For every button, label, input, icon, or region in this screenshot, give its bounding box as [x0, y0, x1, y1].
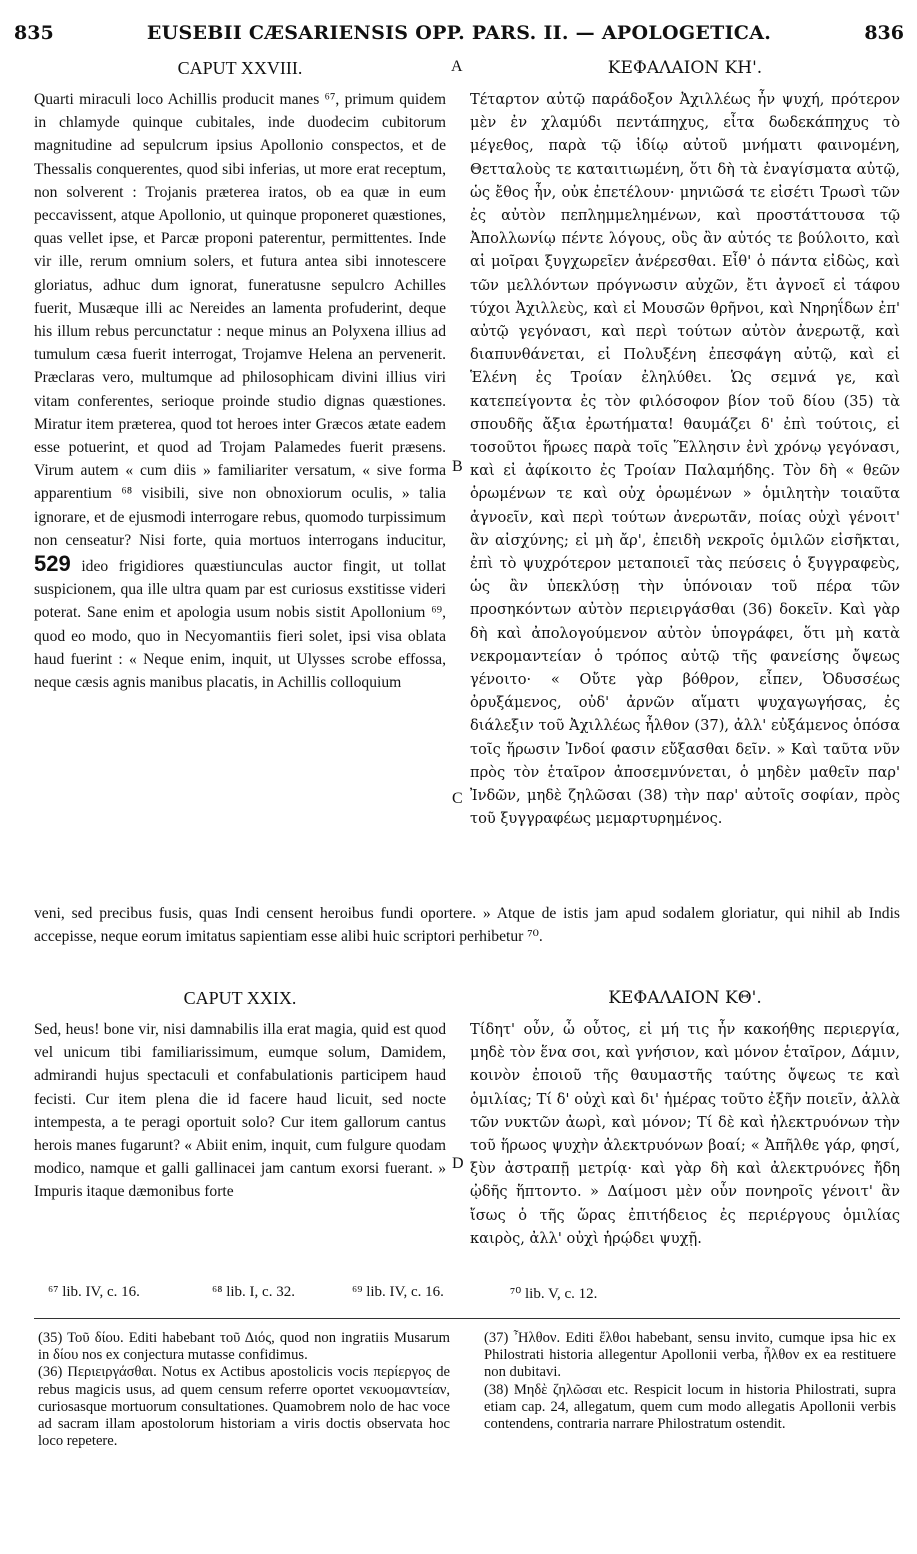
latin-chapter-heading-28: CAPUT XXVIII.	[177, 58, 303, 78]
footnote-70: ⁷⁰ lib. V, c. 12.	[510, 1286, 598, 1302]
margin-marker-a: A	[451, 58, 463, 75]
latin-column-28	[34, 88, 446, 900]
margin-marker-b: B	[452, 458, 463, 475]
margin-page-number-529: 529	[34, 551, 71, 577]
latin-text-28-part2: ideo frigidiores quæstiunculas auctor fingit, ut tollat suspicionem, qua ille ultra quam par est curiosus exstitisse videri poterat. Sane enim et apologia usum nobis sistit Apollonium ⁶⁹, quod eo modo, quo in Necyomantiis fieri solet, ipsi visa oblata haud fuerint : « Neque enim, inquit, ut Ulysses scrobe effossa, neque cæsis agnis manibus placatis, in Achillis colloquium	[34, 558, 446, 692]
latin-chapter-heading-29: CAPUT XXIX.	[183, 988, 297, 1008]
note-35: (35) Τοῦ δίου. Editi habebant τοῦ Διός, quod non ingratiis Musarum in δίου nos ex conjectura mutasse confidimus.	[38, 1330, 450, 1364]
latin-text-29: Sed, heus! bone vir, nisi damnabilis illa erat magia, quid est quod vel unicum tibi familiarissimum, eumque solum, Damidem, admirandi hujus spectaculi et confabulationis participem haud fecisti. Cur item plena die id facere haud licuit, sed nocte intempesta, a te peragi oportuit solo? Cur item gallorum cantus herois manes fugarunt? « Abiit enim, inquit, cum fulgure quodam modico, namque et galli gallinacei jam cantum exorsi fuerant. » Impuris itaque dæmonibus forte	[34, 1021, 446, 1201]
margin-marker-d: D	[452, 1155, 464, 1172]
footnote-69: ⁶⁹ lib. IV, c. 16.	[352, 1284, 444, 1300]
note-37: (37) Ἦλθον. Editi ἔλθοι habebant, sensu invito, cumque ipsa hic ex Philostrati historia allegentur Apollonii verba, ἦλθον ex ea restituere non dubitavi.	[484, 1330, 896, 1381]
footnote-68: ⁶⁸ lib. I, c. 32.	[212, 1284, 295, 1300]
latin-text-28-part1: Quarti miraculi loco Achillis producit manes ⁶⁷, primum quidem in chlamyde quinque cubitales, inde duodecim cubitorum magnitudine ad sepulcrum ipsius Apollonio conspectos, et de Thessalis conquerentes, quod sibi inferias, ut more erat receptum, non solverent : Trojanis præterea iratos, ob ea quæ in eum peccavissent, atque Apollonio, ut quinque proponeret quæstiones, quas vellet ipse, et Parcæ proponi paterentur, permittentes. Inde vir ille, rerum omnium solers, et futura antea sibi innotescere gloriatus, adhuc dum ignorat, funeratusne sepulcro Achilles fuerit, Musæque illi ac Nereides an lamenta profuderint, deque his illum rebus percunctatur : neque minus an Polyxena illius ad tumulum cæsa fuerit interrogat, Trojamve Helena an pervenerit. Præclaras vero, multumque ad philosophicam divini illius viri vitam conferentes, serioque proinde studio dignas quæstiones. Miratur item præterea, quod tot heroes inter Græcos ætate eadem esse potuerint, et quod ad Trojam Palamedes fuerit præsens. Virum autem « cum diis » familiariter versatum, « sive forma apparentium ⁶⁸ visibili, sive non obnoxiorum oculis, » talia ignorare, et de ejusmodi interrogare rebus, quomodo turpissimum non censeatur? Nisi forte, quia mortuos interrogans inducitur,	[34, 91, 446, 549]
latin-continuation-text: veni, sed precibus fusis, quas Indi censent heroibus fundi oportere. » Atque de istis jam apud sodalem gloriatur, qui nihil ab Indis accepisse, neque eorum imitatus sapientiam esse alibi huic scriptori perhibetur ⁷⁰.	[34, 905, 900, 946]
greek-chapter-heading-28: ΚΕΦΑΛΑΙΟΝ ΚΗ'.	[607, 58, 763, 78]
latin-continuation-28	[34, 902, 900, 974]
margin-marker-c: C	[452, 790, 463, 807]
footnote-67: ⁶⁷ lib. IV, c. 16.	[48, 1284, 140, 1300]
greek-column-28	[470, 88, 900, 900]
notes-right-column	[484, 1330, 896, 1530]
notes-left-column	[38, 1330, 450, 1530]
running-header	[14, 22, 904, 48]
note-36: (36) Περιειργάσθαι. Notus ex Actibus apostolicis vocis περίεργος de rebus magicis usus, ad quem censum referre oportet νεκυομαντείαν, curiosasque mortuorum consultationes. Quamobrem nolo de hac voce ad sacram illam apostolorum historiam a viris doctis observata hoc loco repetere.	[38, 1364, 450, 1450]
running-title: EUSEBII CÆSARIENSIS OPP. PARS. II. — APOLOGETICA.	[146, 22, 772, 44]
greek-text-28: Τέταρτον αὐτῷ παράδοξον Ἀχιλλέως ἦν ψυχή, πρότερον μὲν ἐν χλαμύδι πεντάπηχυς, εἶτα δωδεκάπηχυς τὸ μέγεθος, παρὰ τῷ ἰδίῳ αὐτοῦ μνήματι φαινομένη, Θετταλοὺς τε καταιτιωμένη, ὅτι δὴ τὰ ἐναγίσματα αὐτῷ, ὡς ἔθος ἦν, οὐκ ἐπετέλουν· μηνιῶσά τε εἰσέτι Τρωσὶ τῶν ἐς αὐτὸν πεπλημμελημένων, καὶ προστάττουσα τῷ Ἀπολλωνίῳ πέντε λόγους, οὓς ἂν αὐτός τε βούλοιτο, καὶ αἱ μοῖραι ξυγχωρεῖεν ἀνέρεσθαι. Εἶθ' ὁ πάντα εἰδὼς, καὶ τῶν μελλόντων πρόγνωσιν αὐχῶν, ἔτι ἀγνοεῖ εἰ τάφου τύχοι Ἀχιλλεὺς, καὶ εἰ Μουσῶν θρῆνοι, καὶ Νηρηΐδων ἐπ' αὐτῷ γεγόνασι, καὶ περὶ τούτων αὐτὸν ἀνερωτᾷ, καὶ διαπυνθάνεται, εἰ Πολυξένη ἐπεσφάγη αὐτῷ, καὶ εἰ Ἑλένη ἐς Τροίαν ἐληλύθει. Ὡς σεμνά γε, καὶ κατεπείγοντα ἐς τὸν φιλόσοφον βίον τοῦ δίου (35) τὰ σπουδῆς ἄξια ἐρωτήματα! θαυμάζει δ' ἐπὶ τούτοις, εἰ τοσοῦτοι ἥρωες παρὰ τοῖς Ἕλλησιν ἐνὶ χρόνῳ γεγόνασι, καὶ εἰ ἀφίκοιτο ἐς Τροίαν Παλαμήδης. Τὸν δὴ « θεῶν ὁρωμένων τε καὶ οὐχ ὁρωμένων » ὁμιλητὴν τοιαῦτα ἀγνοεῖν, καὶ περὶ τούτων ἀνερωτᾶν, ποίας οὐχὶ γένοιτ' ἂν αἰσχύνης; εἰ μὴ ἄρ', ἐπειδὴ νεκροῖς ὁμιλῶν εἰσῆκται, ἐπὶ τὸ ψυχρότερον μεταποιεῖ τὰς πεύσεις ὁ ξυγγραφεὺς, ὡς ἂν ὑπεκλύσῃ τὴν ὑπόνοιαν τοῦ πέρα τῶν προσηκόντων αὐτὸν περιειργάσθαι (36) δοκεῖν. Καὶ γὰρ δὴ καὶ ἀπολογούμενον αὐτὸν ὑπογράφει, ὅτι μὴ κατὰ νεκρομαντείαν ὁ τρόπος αὐτῷ τῆς φανείσης ὄψεως γένοιτο· « Οὔτε γὰρ βόθρον, εἶπεν, Ὀδυσσέως ὀρυξάμενος, οὐδ' ἀρνῶν αἵματι ψυχαγωγήσας, ἐς διάλεξιν τοῦ Ἀχιλλέως ἦλθον (37), ἀλλ' εὐξάμενος ὁπόσα τοῖς ἥρωσιν Ἰνδοί φασιν εὔξασθαι δεῖν. » Καὶ ταῦτα νῦν πρὸς τὸν ἑταῖρον ἀποσεμνύνεται, ὁ μηδὲν μαθεῖν παρ' Ἰνδῶν, μηδὲ ζηλῶσαι (38) τὴν παρ' αὐτοῖς σοφίαν, πρὸς τοῦ ξυγγραφέως μεμαρτυρημένος.	[470, 91, 900, 828]
page-number-right: 836	[864, 22, 904, 44]
latin-column-29	[34, 1018, 446, 1274]
greek-chapter-heading-29: ΚΕΦΑΛΑΙΟΝ ΚΘ'.	[608, 988, 762, 1008]
page-number-left: 835	[14, 22, 54, 44]
greek-text-29: Τίδητ' οὖν, ὦ οὗτος, εἰ μή τις ἦν κακοήθης περιεργία, μηδὲ τὸν ἕνα σοι, καὶ γνήσιον, καὶ μόνον ἑταῖρον, Δάμιν, κοινὸν ἐποιοῦ τῆς θαυμαστῆς ταύτης ὄψεως τε καὶ ὁμιλίας; Τί δ' οὐχὶ καὶ δι' ἡμέρας τοῦτο ἐξῆν ποιεῖν, ἀλλὰ τῶν νυκτῶν ἀωρὶ, καὶ μόνον; Τί δὲ καὶ ἠλεκτρυόνων τὴν τοῦ ἥρωος ψυχὴν ἀλεκτρυόνων βοαί; « Ἀπῆλθε γάρ, φησί, ξὺν ἀστραπῇ μετρίᾳ· καὶ γὰρ δὴ καὶ ἀλεκτρυόνες ἤδη ᾠδῆς ἥπτοντο. » Δαίμοσι μὲν οὖν πονηροῖς γένοιτ' ἂν ἴσως ὁ τῆς ὥρας ἐπιτήδειος ἐς περιέργους ὁμιλίας καιρὸς, ἀλλ' οὐχὶ ἡρῴδει ψυχῇ.	[470, 1021, 900, 1247]
greek-column-29	[470, 1018, 900, 1274]
note-38: (38) Μηδὲ ζηλῶσαι etc. Respicit locum in historia Philostrati, supra etiam cap. 24, allegatum, quem cum modo allegatis Apollonii verbis contendens, contraria narrare Philostratum ostendit.	[484, 1381, 896, 1433]
notes-divider	[34, 1318, 900, 1319]
